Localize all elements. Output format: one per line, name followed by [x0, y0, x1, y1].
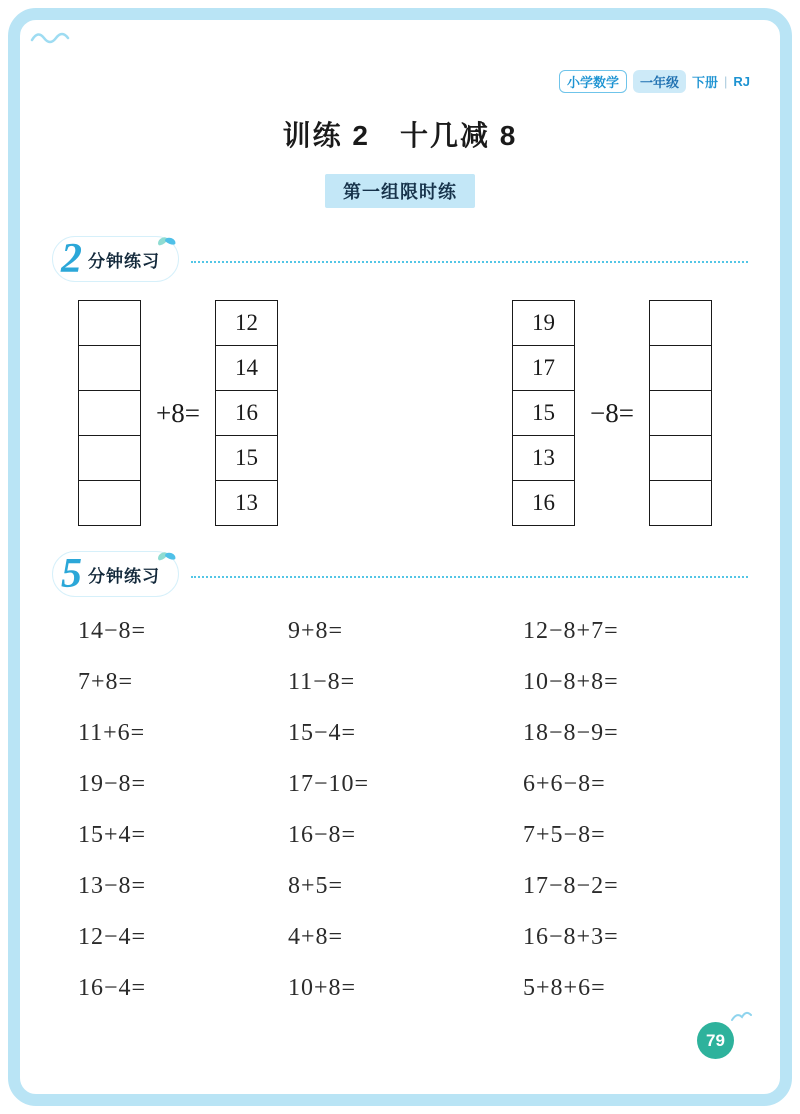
math-problem: 11+6= [78, 720, 146, 746]
value-cell: 15 [513, 391, 575, 436]
math-problem: 4+8= [288, 924, 344, 950]
answer-cell [79, 481, 141, 526]
problems-grid [78, 606, 745, 1014]
corner-wave-decoration [30, 28, 76, 46]
answer-cell [650, 346, 712, 391]
answer-table-2 [649, 300, 712, 526]
table-exercise-1 [78, 300, 278, 526]
math-problem: 11−8= [288, 669, 356, 695]
value-table-1 [215, 300, 278, 526]
value-table-2 [512, 300, 575, 526]
answer-cell [79, 346, 141, 391]
math-problem: 17−8−2= [523, 873, 619, 899]
math-problem: 15+4= [78, 822, 147, 848]
math-problem: 16−4= [78, 975, 147, 1001]
section-1-bubble [52, 236, 179, 282]
operator-label-2: −8= [590, 397, 634, 428]
dotted-divider [191, 576, 748, 578]
math-problem: 10+8= [288, 975, 357, 1001]
answer-cell [650, 301, 712, 346]
header-subject: 小学数学 [559, 70, 627, 93]
header-grade: 一年级 [633, 70, 686, 93]
section-2-number: 5 [61, 551, 82, 597]
header-separator: | [723, 74, 728, 89]
header-edition: RJ [733, 74, 750, 89]
answer-cell [79, 436, 141, 481]
header-volume: 下册 [691, 75, 718, 90]
math-problem: 16−8= [288, 822, 357, 848]
leaf-decoration [157, 231, 176, 249]
group-badge: 第一组限时练 [325, 174, 475, 208]
math-problem: 17−10= [288, 771, 370, 797]
math-problem: 7+8= [78, 669, 134, 695]
math-problem: 6+6−8= [523, 771, 606, 797]
answer-cell [650, 481, 712, 526]
value-cell: 15 [215, 436, 277, 481]
value-cell: 16 [513, 481, 575, 526]
value-cell: 16 [215, 391, 277, 436]
answer-cell [79, 301, 141, 346]
answer-cell [650, 436, 712, 481]
value-cell: 14 [215, 346, 277, 391]
table-exercise-2 [512, 300, 712, 526]
math-problem: 18−8−9= [523, 720, 619, 746]
math-problem: 15−4= [288, 720, 357, 746]
math-problem: 10−8+8= [523, 669, 619, 695]
answer-table-1 [78, 300, 141, 526]
math-problem: 5+8+6= [523, 975, 606, 1001]
page-title: 训练 2 十几减 8 [282, 120, 518, 151]
leaf-decoration [157, 546, 176, 564]
value-cell: 12 [215, 301, 277, 346]
header [559, 70, 750, 93]
dotted-divider [191, 261, 748, 263]
answer-cell [79, 391, 141, 436]
value-cell: 17 [513, 346, 575, 391]
math-problem: 13−8= [78, 873, 147, 899]
section-2-bubble [52, 551, 179, 597]
operator-label-1: +8= [156, 397, 200, 428]
math-problem: 7+5−8= [523, 822, 606, 848]
section-2-label: 分钟练习 [88, 566, 160, 586]
section-1-label: 分钟练习 [88, 251, 160, 271]
math-problem: 14−8= [78, 618, 147, 644]
bird-decoration [730, 1008, 754, 1024]
section-1-number: 2 [61, 236, 82, 282]
math-problem: 8+5= [288, 873, 344, 899]
math-problem: 19−8= [78, 771, 147, 797]
table-exercises-row [78, 300, 712, 526]
page-number-badge: 79 [697, 1022, 734, 1059]
math-problem: 16−8+3= [523, 924, 619, 950]
value-cell: 13 [513, 436, 575, 481]
math-problem: 12−4= [78, 924, 147, 950]
value-cell: 19 [513, 301, 575, 346]
math-problem: 9+8= [288, 618, 344, 644]
value-cell: 13 [215, 481, 277, 526]
math-problem: 12−8+7= [523, 618, 619, 644]
section-2-header [52, 551, 748, 597]
section-1-header [52, 236, 748, 282]
answer-cell [650, 391, 712, 436]
